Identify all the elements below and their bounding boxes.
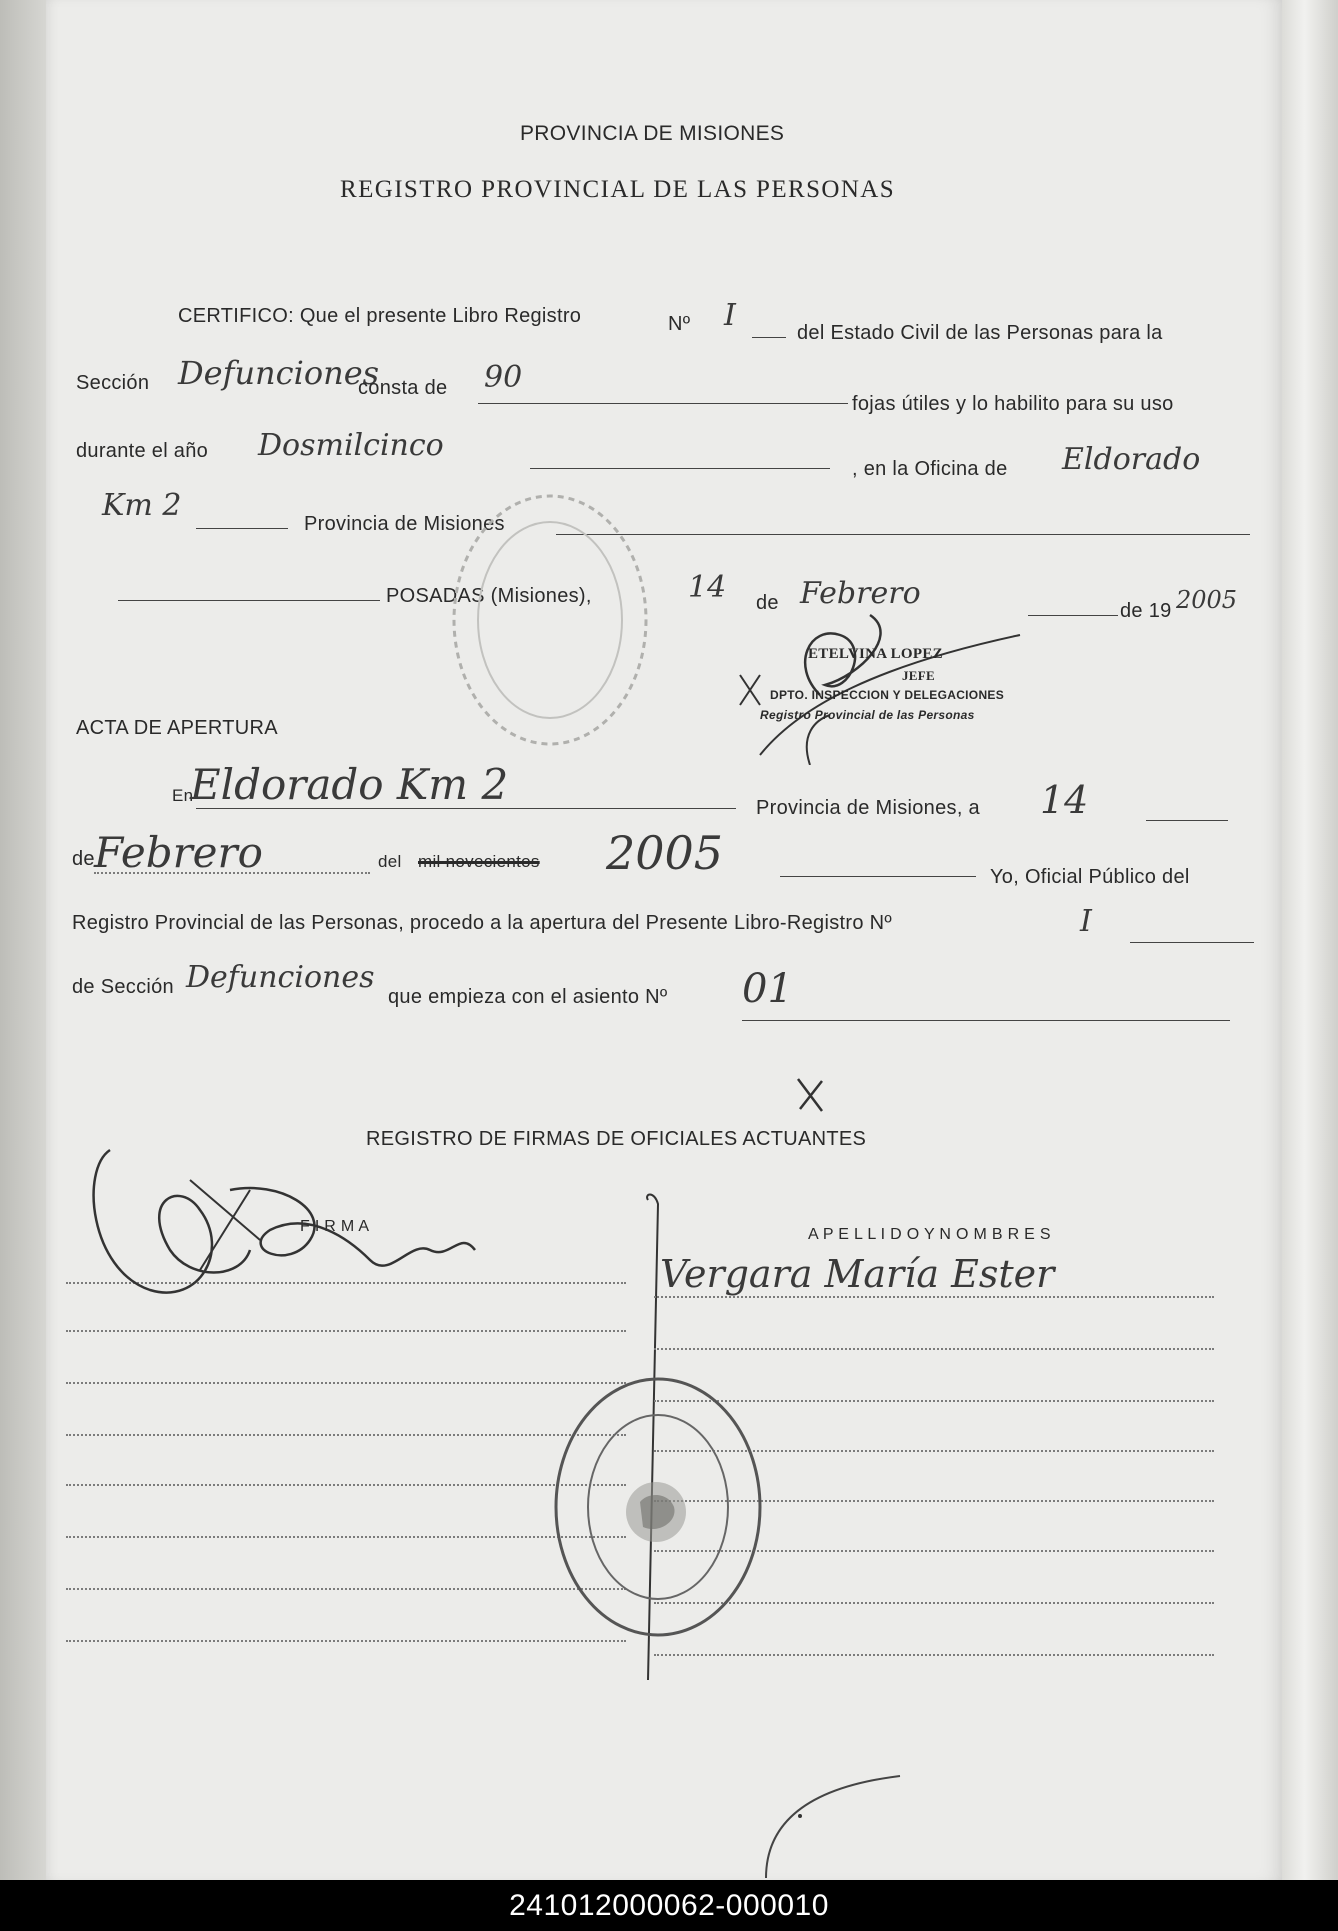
firma-row-line xyxy=(66,1330,626,1332)
de-label: de xyxy=(756,592,779,614)
acta-day-value: 14 xyxy=(1040,778,1089,822)
underline xyxy=(118,600,380,601)
year-words-value: Dosmilcinco xyxy=(258,428,444,463)
year-value: 2005 xyxy=(1176,586,1238,614)
underline xyxy=(556,534,1250,535)
handwritten-signature xyxy=(80,1130,500,1330)
day-value: 14 xyxy=(688,570,727,605)
underline xyxy=(780,876,976,877)
nombre-row-line xyxy=(654,1654,1214,1656)
acta-en-label: En xyxy=(172,786,194,805)
scan-id-footer: 241012000062-000010 xyxy=(0,1880,1338,1931)
underline xyxy=(752,337,786,338)
month-value: Febrero xyxy=(800,576,921,611)
registry-heading: REGISTRO PROVINCIAL DE LAS PERSONAS xyxy=(340,176,896,203)
underline xyxy=(478,403,848,404)
faint-round-stamp xyxy=(440,480,660,760)
dotted-line xyxy=(94,872,370,874)
posadas-label: POSADAS (Misiones), xyxy=(386,585,592,607)
fojas-label: fojas útiles y lo habilito para su uso xyxy=(852,393,1174,415)
underline xyxy=(196,528,288,529)
acta-seccion-label: de Sección xyxy=(72,976,174,998)
underline xyxy=(196,808,736,809)
firma-row-line xyxy=(66,1536,626,1538)
de-year-label: de 19 xyxy=(1120,600,1172,622)
acta-line3: Registro Provincial de las Personas, procedo a la apertura del Presente Libro-Registro Nº xyxy=(72,912,892,934)
acta-place-value: Eldorado Km 2 xyxy=(190,760,509,809)
certificate-line1-prefix: CERTIFICO: Que el presente Libro Registro xyxy=(178,305,582,327)
x-mark xyxy=(792,1075,832,1115)
oficina-value-2: Km 2 xyxy=(102,488,182,523)
underline xyxy=(742,1020,1230,1021)
acta-month-value: Febrero xyxy=(94,828,263,877)
fojas-value: 90 xyxy=(484,360,523,395)
acta-asiento-value: 01 xyxy=(742,966,793,1012)
libro-no-value: I xyxy=(724,298,736,333)
acta-libro-no-value: I xyxy=(1080,904,1092,939)
registry-round-stamp xyxy=(548,1372,768,1642)
underline xyxy=(1130,942,1254,943)
durante-label: durante el año xyxy=(76,440,209,462)
libro-no-label: Nº xyxy=(668,313,691,335)
acta-oficial-label: Yo, Oficial Público del xyxy=(990,866,1190,888)
acta-year-value: 2005 xyxy=(606,826,724,880)
firma-row-line xyxy=(66,1484,626,1486)
acta-provincia-label: Provincia de Misiones, a xyxy=(756,797,980,819)
acta-del-label: del xyxy=(378,852,402,871)
seccion-label: Sección xyxy=(76,372,150,394)
scan-left-edge xyxy=(0,0,46,1880)
page-fold xyxy=(1282,0,1338,1880)
stamp-title: JEFE xyxy=(902,668,935,683)
firma-row-line xyxy=(66,1588,626,1590)
nombre-row-line xyxy=(654,1296,1214,1298)
bottom-ink-mark xyxy=(760,1768,920,1878)
consta-label: consta de xyxy=(358,377,448,399)
underline xyxy=(1146,820,1228,821)
acta-seccion-value: Defunciones xyxy=(186,960,375,995)
col-nombres-header: A P E L L I D O Y N O M B R E S xyxy=(808,1226,1051,1243)
stamp-department: DPTO. INSPECCION Y DELEGACIONES xyxy=(770,688,1005,702)
firma-row-line xyxy=(66,1640,626,1642)
stamp-name: ETELVINA LOPEZ xyxy=(808,646,943,662)
underline xyxy=(530,468,830,469)
acta-struck-text: mil novecientos xyxy=(418,852,540,871)
oficial-name-value: Vergara María Ester xyxy=(660,1252,1055,1296)
stamp-registry: Registro Provincial de las Personas xyxy=(760,708,975,722)
acta-asiento-label: que empieza con el asiento Nº xyxy=(388,986,668,1008)
acta-de-label: de xyxy=(72,848,95,870)
seccion-value: Defunciones xyxy=(178,354,380,392)
acta-title: ACTA DE APERTURA xyxy=(76,717,278,739)
oficina-value: Eldorado xyxy=(1062,442,1201,477)
firmas-title: REGISTRO DE FIRMAS DE OFICIALES ACTUANTES xyxy=(366,1128,867,1150)
provincia-label: Provincia de Misiones xyxy=(304,513,505,535)
certificate-line1-suffix: del Estado Civil de las Personas para la xyxy=(797,322,1163,344)
firma-row-line xyxy=(66,1434,626,1436)
oficina-label: , en la Oficina de xyxy=(852,458,1008,480)
official-signature-scribble xyxy=(720,605,1040,765)
nombre-row-line xyxy=(654,1348,1214,1350)
firma-row-line xyxy=(66,1382,626,1384)
province-heading: PROVINCIA DE MISIONES xyxy=(520,122,785,145)
col-firma-header: F I R M A xyxy=(300,1218,370,1235)
underline xyxy=(1028,615,1118,616)
